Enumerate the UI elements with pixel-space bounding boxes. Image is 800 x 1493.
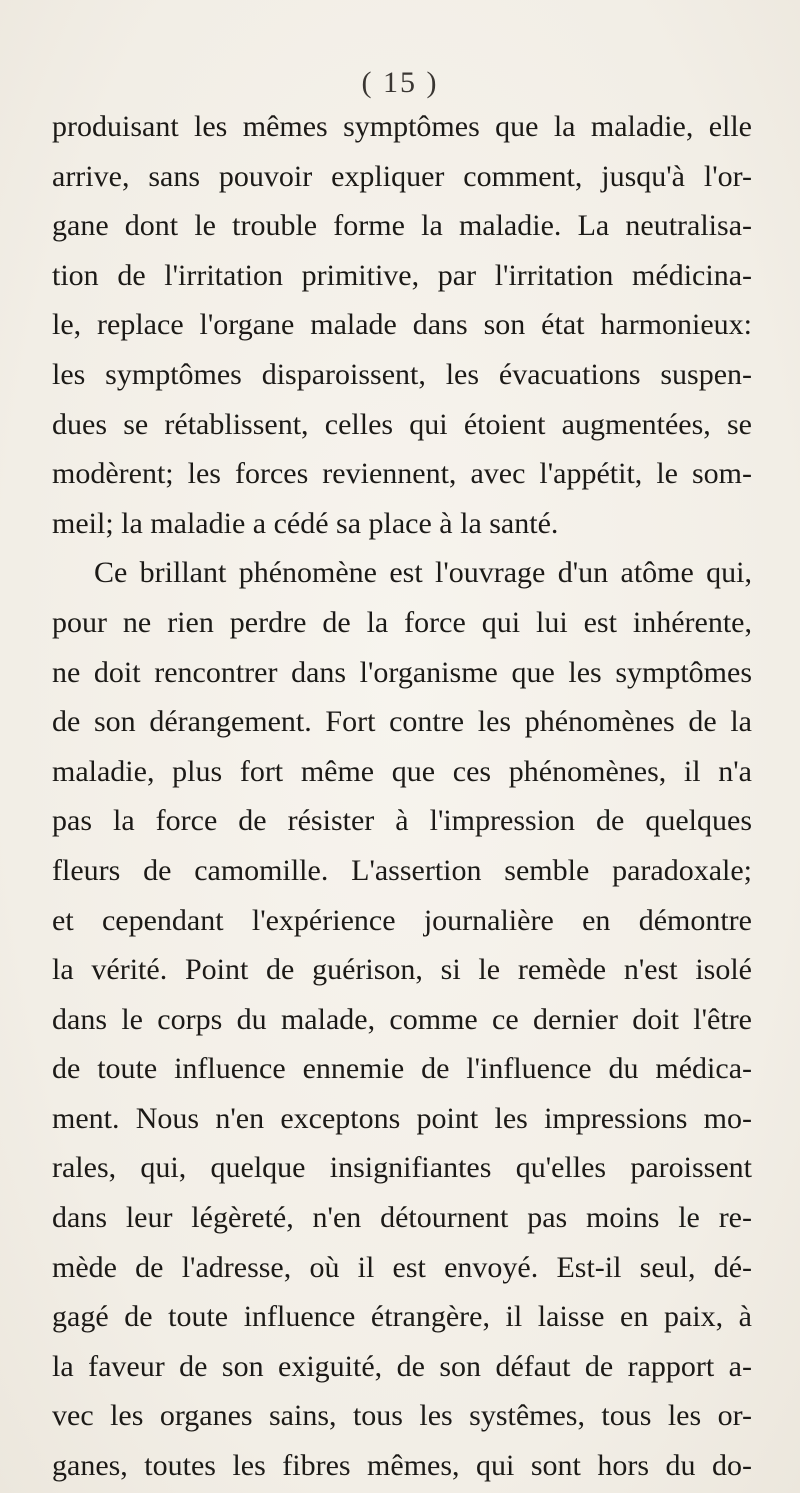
text-line: dans le corps du malade, comme ce dernier doit l'être xyxy=(52,1002,752,1036)
text-line: de son dérangement. Fort contre les phénomènes de la xyxy=(52,705,752,739)
text-line: dues se rétablissent, celles qui étoient augmentées, se xyxy=(52,407,752,441)
page-number: ( 15 ) xyxy=(361,66,439,99)
text-line: Ce brillant phénomène est l'ouvrage d'un atôme qui, xyxy=(94,556,752,590)
text-line: gane dont le trouble forme la maladie. La neutralisa- xyxy=(52,209,752,243)
text-line: ment. Nous n'en exceptons point les impressions mo- xyxy=(52,1101,752,1135)
text-line: modèrent; les forces reviennent, avec l'appétit, le som- xyxy=(52,457,752,491)
text-line: pour ne rien perdre de la force qui lui est inhérente, xyxy=(52,605,752,639)
text-line: le, replace l'organe malade dans son état harmonieux: xyxy=(52,308,752,342)
body-text xyxy=(52,102,752,1491)
text-line: ganes, toutes les fibres mêmes, qui sont hors du do- xyxy=(52,1449,752,1483)
text-line: tion de l'irritation primitive, par l'irritation médicina- xyxy=(52,258,752,292)
text-line: vec les organes sains, tous les systêmes, tous les or- xyxy=(52,1399,752,1433)
text-line: la faveur de son exiguité, de son défaut de rapport a- xyxy=(52,1349,752,1383)
text-line: les symptômes disparoissent, les évacuations suspen- xyxy=(52,357,752,391)
text-line: arrive, sans pouvoir expliquer comment, jusqu'à l'or- xyxy=(52,159,752,193)
text-line: produisant les mêmes symptômes que la maladie, elle xyxy=(52,110,752,143)
text-line: dans leur légèreté, n'en détournent pas moins le re- xyxy=(52,1201,752,1235)
text-line: gagé de toute influence étrangère, il laisse en paix, à xyxy=(52,1300,752,1334)
text-line: la vérité. Point de guérison, si le remède n'est isolé xyxy=(52,953,752,987)
text-line: fleurs de camomille. L'assertion semble paradoxale; xyxy=(52,853,752,887)
text-line: et cependant l'expérience journalière en démontre xyxy=(52,903,752,937)
text-line: pas la force de résister à l'impression de quelques xyxy=(52,804,752,838)
text-line: rales, qui, quelque insignifiantes qu'elles paroissent xyxy=(52,1151,752,1185)
text-line: de toute influence ennemie de l'influence du médica- xyxy=(52,1052,752,1086)
text-line: meil; la maladie a cédé sa place à la santé. xyxy=(52,506,559,540)
text-line: ne doit rencontrer dans l'organisme que les symptômes xyxy=(52,655,752,689)
text-line: mède de l'adresse, où il est envoyé. Est-il seul, dé- xyxy=(52,1250,752,1284)
text-line: maladie, plus fort même que ces phénomènes, il n'a xyxy=(52,754,752,788)
